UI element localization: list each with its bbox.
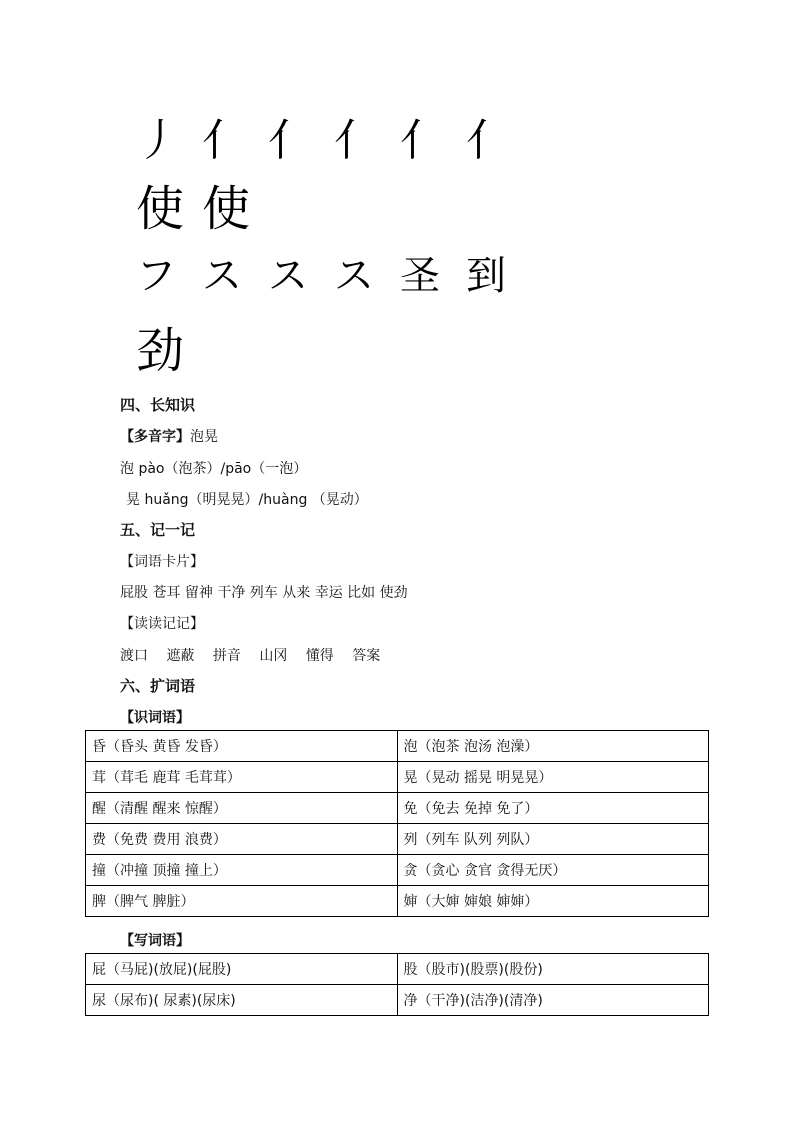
- write-tag: 【写词语】: [120, 933, 190, 949]
- table-cell: 茸（茸毛 鹿茸 毛茸茸）: [86, 762, 398, 793]
- stroke-step: 亻: [466, 115, 510, 166]
- stroke-step: 劲: [136, 323, 185, 379]
- table-row: [86, 985, 709, 1016]
- table-cell: 尿（尿布)( 尿素)(尿床): [86, 985, 398, 1016]
- read-remember-list: [120, 645, 394, 665]
- stroke-step: 亻: [334, 115, 378, 166]
- section-heading: 五、记一记: [120, 521, 196, 539]
- table-cell: 泡（泡茶 泡汤 泡澡）: [397, 731, 709, 762]
- stroke-order-shi-final: [136, 170, 268, 239]
- stroke-step: 使: [136, 181, 185, 237]
- stroke-step: 使: [202, 181, 251, 237]
- recognize-tag: 【识词语】: [120, 710, 190, 726]
- table-cell: 费（免费 费用 浪费）: [86, 824, 398, 855]
- polyphone-chars: 泡晃: [190, 429, 218, 445]
- polyphone-tag: 【多音字】: [120, 429, 190, 445]
- table-row: [86, 886, 709, 917]
- stroke-step: ス: [334, 253, 374, 299]
- stroke-order-shi: [136, 104, 532, 168]
- word: 懂得: [305, 648, 334, 664]
- table-cell: 免（免去 免掉 免了）: [397, 793, 709, 824]
- stroke-step: 丿: [136, 115, 180, 166]
- table-cell: 净（干净)(洁净)(清净): [397, 985, 709, 1016]
- stroke-step: ス: [268, 253, 308, 299]
- table-cell: 撞（冲撞 顶撞 撞上）: [86, 855, 398, 886]
- word: 渡口: [120, 648, 148, 664]
- table-cell: 贪（贪心 贪官 贪得无厌）: [397, 855, 709, 886]
- stroke-order-jin-final: [136, 312, 184, 381]
- table-cell: 婶（大婶 婶娘 婶婶）: [397, 886, 709, 917]
- table-row: [86, 731, 709, 762]
- table-cell: 股（股市)(股票)(股份): [397, 954, 709, 985]
- table-cell: 醒（清醒 醒来 惊醒）: [86, 793, 398, 824]
- polyphone-huang: 晃 huǎng（明晃晃）/huàng （晃动）: [126, 492, 368, 508]
- stroke-step: 亻: [202, 115, 246, 166]
- table-row: [86, 824, 709, 855]
- stroke-step: 圣: [400, 253, 440, 299]
- table-row: [86, 762, 709, 793]
- word: 拼音: [212, 648, 241, 664]
- table-row: [86, 954, 709, 985]
- write-words-table: [85, 953, 709, 1016]
- word: 山冈: [259, 648, 288, 664]
- stroke-step: 亻: [268, 115, 312, 166]
- recognize-words-table: [85, 730, 709, 917]
- word-card-tag: 【词语卡片】: [120, 554, 204, 570]
- word: 答案: [352, 648, 381, 664]
- stroke-step: 亻: [400, 115, 444, 166]
- table-cell: 脾（脾气 脾脏）: [86, 886, 398, 917]
- table-cell: 晃（晃动 摇晃 明晃晃）: [397, 762, 709, 793]
- table-cell: 屁（马屁)(放屁)(屁股): [86, 954, 398, 985]
- table-row: [86, 855, 709, 886]
- table-cell: 昏（昏头 黄昏 发昏）: [86, 731, 398, 762]
- table-cell: 列（列车 队列 列队）: [397, 824, 709, 855]
- stroke-step: 到: [466, 253, 506, 299]
- read-remember-tag: 【读读记记】: [120, 616, 204, 632]
- word: 遮蔽: [166, 648, 195, 664]
- section-heading: 六、扩词语: [120, 677, 196, 695]
- word-card-list: 屁股 苍耳 留神 干净 列车 从来 幸运 比如 使劲: [120, 585, 408, 601]
- stroke-step: ス: [202, 253, 242, 299]
- section-heading: 四、长知识: [120, 396, 196, 414]
- polyphone-pao: 泡 pào（泡茶）/pāo（一泡）: [120, 461, 308, 477]
- stroke-order-jin: [136, 244, 532, 301]
- polyphone-line: [120, 426, 218, 446]
- table-row: [86, 793, 709, 824]
- stroke-step: フ: [136, 253, 176, 299]
